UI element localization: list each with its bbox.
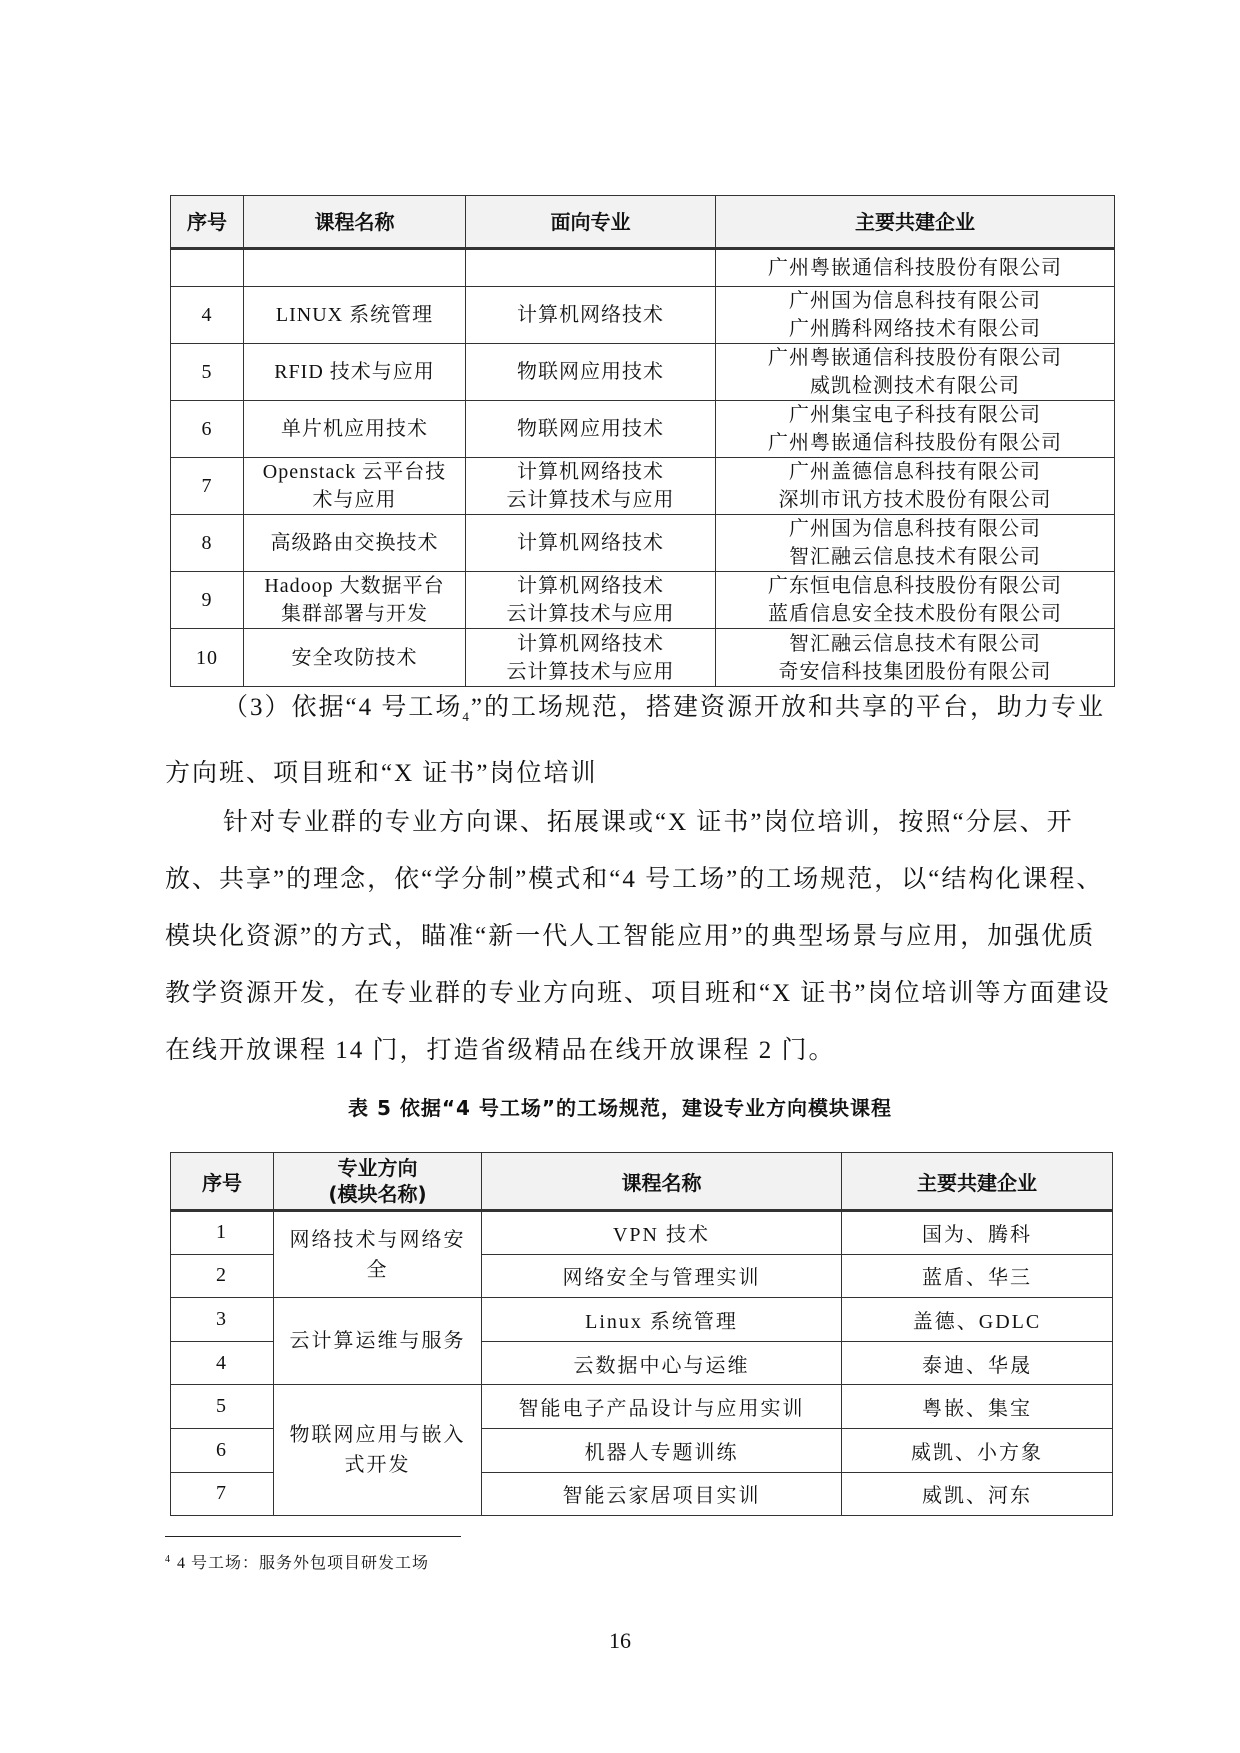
- module-course-table: [170, 1152, 1113, 1516]
- cell-companies: 威凯、小方象: [842, 1428, 1113, 1472]
- table-row: [171, 1298, 1113, 1342]
- cell-course: 云数据中心与运维: [482, 1341, 842, 1385]
- cell-major: 计算机网络技术: [466, 287, 716, 344]
- cell-companies: 蓝盾、华三: [842, 1254, 1113, 1298]
- page-number: 16: [609, 1628, 631, 1653]
- cell-major: 计算机网络技术 云计算技术与应用: [466, 629, 716, 687]
- cell-major: [466, 249, 716, 287]
- col-header-no: 序号: [171, 1153, 274, 1211]
- cell-no: 4: [171, 287, 244, 344]
- col-header-companies: 主要共建企业: [716, 196, 1115, 249]
- footnote-divider: [165, 1536, 461, 1537]
- table-row: [171, 629, 1115, 687]
- cell-no: 3: [171, 1298, 274, 1342]
- cell-major: 计算机网络技术 云计算技术与应用: [466, 458, 716, 515]
- cell-no: [171, 249, 244, 287]
- body-paragraph: 针对专业群的专业方向课、拓展课或“X 证书”岗位培训，按照“分层、开放、共享”的理念，依“学分制”模式和“4 号工场”的工场规范，以“结构化课程、模块化资源”的方式，瞄准“新一代人工智能应用”的典型场景与应用，加强优质教学资源开发，在专业群的专业方向班、项目班和“X 证书”岗位培训等方面建设在线开放课程 14 门，打造省级精品在线开放课程 2 门。: [165, 809, 1111, 1064]
- cell-course: 单片机应用技术: [244, 401, 466, 458]
- cell-course: RFID 技术与应用: [244, 344, 466, 401]
- cell-course: 智能云家居项目实训: [482, 1472, 842, 1516]
- cell-companies: 广州国为信息科技有限公司 智汇融云信息技术有限公司: [716, 515, 1115, 572]
- footnote: [165, 1550, 429, 1573]
- cell-no: 1: [171, 1211, 274, 1255]
- cell-course: Openstack 云平台技 术与应用: [244, 458, 466, 515]
- table-row: [171, 401, 1115, 458]
- cell-no: 10: [171, 629, 244, 687]
- col-header-major: 面向专业: [466, 196, 716, 249]
- cell-course: VPN 技术: [482, 1211, 842, 1255]
- table-row: [171, 1211, 1113, 1255]
- cell-major: 计算机网络技术: [466, 515, 716, 572]
- cell-module: 物联网应用与嵌入式开发: [274, 1385, 482, 1516]
- cell-companies: 国为、腾科: [842, 1211, 1113, 1255]
- cell-companies: 广州粤嵌通信科技股份有限公司: [716, 249, 1115, 287]
- cell-course: 安全攻防技术: [244, 629, 466, 687]
- cell-course: 高级路由交换技术: [244, 515, 466, 572]
- col-header-course: 课程名称: [244, 196, 466, 249]
- course-table: [170, 195, 1115, 687]
- footnote-mark: 4: [165, 1553, 171, 1565]
- cell-course: Hadoop 大数据平台 集群部署与开发: [244, 572, 466, 629]
- cell-companies: 泰迪、华晟: [842, 1341, 1113, 1385]
- cell-no: 5: [171, 344, 244, 401]
- table-row: [171, 1385, 1113, 1429]
- cell-no: 5: [171, 1385, 274, 1429]
- cell-companies: 粤嵌、集宝: [842, 1385, 1113, 1429]
- footnote-ref: 4: [462, 709, 471, 724]
- cell-companies: 广州国为信息科技有限公司 广州腾科网络技术有限公司: [716, 287, 1115, 344]
- col-header-course: 课程名称: [482, 1153, 842, 1211]
- cell-major: 物联网应用技术: [466, 344, 716, 401]
- cell-companies: 威凯、河东: [842, 1472, 1113, 1516]
- heading-text-1: （3）依据“4 号工场: [223, 694, 463, 721]
- cell-no: 6: [171, 401, 244, 458]
- cell-no: 4: [171, 1341, 274, 1385]
- section-heading: [165, 679, 1114, 802]
- cell-major: 物联网应用技术: [466, 401, 716, 458]
- cell-course: 机器人专题训练: [482, 1428, 842, 1472]
- cell-module: 云计算运维与服务: [274, 1298, 482, 1385]
- cell-companies: 广州集宝电子科技有限公司 广州粤嵌通信科技股份有限公司: [716, 401, 1115, 458]
- cell-course: [244, 249, 466, 287]
- cell-no: 9: [171, 572, 244, 629]
- heading-text-2: ”的工场规范，搭建资源开放和共享的平台，助力专业方向班、项目班和“X 证书”岗位培训: [165, 694, 1105, 787]
- table-caption: 表 5 依据“4 号工场”的工场规范，建设专业方向模块课程: [347, 1096, 892, 1120]
- cell-no: 8: [171, 515, 244, 572]
- cell-course: Linux 系统管理: [482, 1298, 842, 1342]
- cell-no: 7: [171, 1472, 274, 1516]
- col-header-companies: 主要共建企业: [842, 1153, 1113, 1211]
- cell-companies: 广州粤嵌通信科技股份有限公司 威凯检测技术有限公司: [716, 344, 1115, 401]
- table-row: [171, 344, 1115, 401]
- cell-course: 智能电子产品设计与应用实训: [482, 1385, 842, 1429]
- cell-course: 网络安全与管理实训: [482, 1254, 842, 1298]
- cell-companies: 广东恒电信息科技股份有限公司 蓝盾信息安全技术股份有限公司: [716, 572, 1115, 629]
- table-row: [171, 572, 1115, 629]
- table-row: [171, 249, 1115, 287]
- table-row: [171, 458, 1115, 515]
- col-header-no: 序号: [171, 196, 244, 249]
- cell-major: 计算机网络技术 云计算技术与应用: [466, 572, 716, 629]
- cell-course: LINUX 系统管理: [244, 287, 466, 344]
- cell-no: 7: [171, 458, 244, 515]
- cell-companies: 盖德、GDLC: [842, 1298, 1113, 1342]
- cell-companies: 广州盖德信息科技有限公司 深圳市讯方技术股份有限公司: [716, 458, 1115, 515]
- footnote-text: 4 号工场：服务外包项目研发工场: [177, 1555, 430, 1572]
- cell-no: 6: [171, 1428, 274, 1472]
- col-header-module: 专业方向 (模块名称): [274, 1153, 482, 1211]
- table-row: [171, 515, 1115, 572]
- cell-companies: 智汇融云信息技术有限公司 奇安信科技集团股份有限公司: [716, 629, 1115, 687]
- table-row: [171, 287, 1115, 344]
- cell-no: 2: [171, 1254, 274, 1298]
- cell-module: 网络技术与网络安全: [274, 1211, 482, 1298]
